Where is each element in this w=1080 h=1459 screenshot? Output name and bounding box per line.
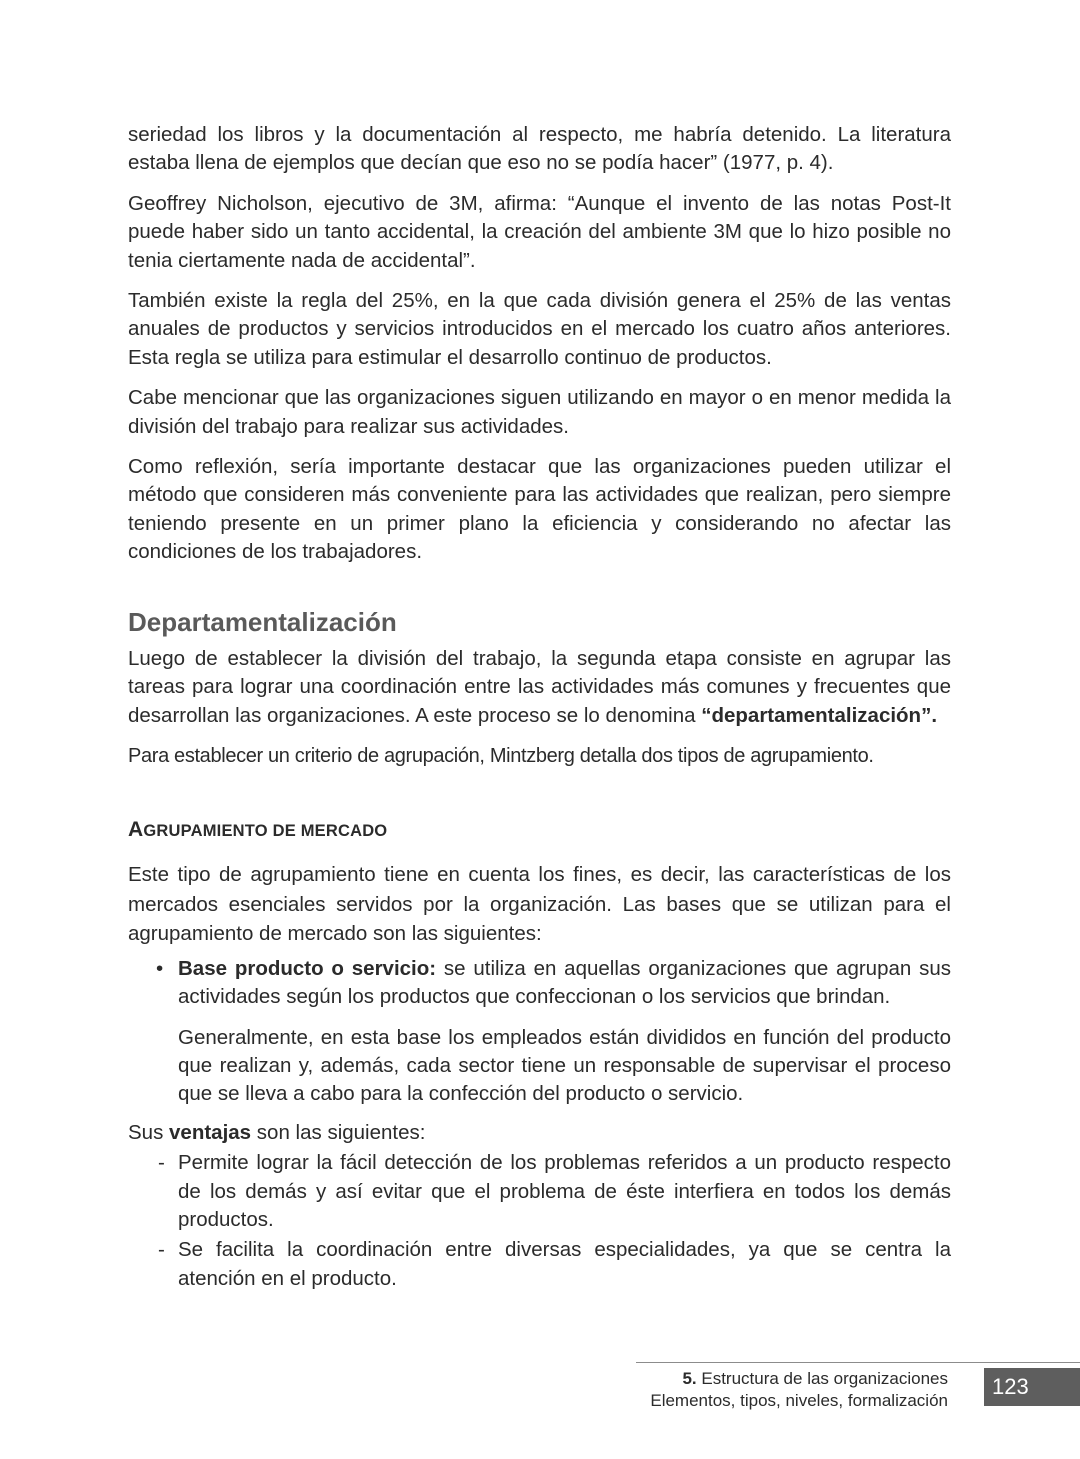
running-footer	[650, 1368, 948, 1412]
chapter-number: 5.	[682, 1369, 697, 1388]
paragraph: Este tipo de agrupamiento tiene en cuenta los fines, es decir, las características de los mercados esenciales servidos por la organización. Las bases que se utilizan para el agrupamiento de mercado son las siguientes:	[128, 863, 951, 946]
heading-initial: A	[128, 818, 144, 842]
bullet-title: Base producto o servicio:	[178, 956, 437, 980]
paragraph: seriedad los libros y la documentación al respecto, me habría detenido. La literatura estaba llena de ejemplos que decían que eso no se podía hacer” (1977, p. 4).	[128, 123, 951, 175]
dash-item	[128, 1149, 951, 1234]
bold-term: “departamentalización”.	[701, 703, 938, 727]
chapter-title: Estructura de las organizaciones	[696, 1369, 948, 1388]
chapter-subtitle: Elementos, tipos, niveles, formalización	[650, 1391, 948, 1410]
ventajas-line	[128, 1119, 951, 1147]
ventajas-post: son las siguientes:	[251, 1120, 426, 1144]
dash-text: Permite lograr la fácil detección de los problemas referidos a un producto respecto de los demás y así evitar que el problema de éste interfiera en todos los demás productos.	[178, 1151, 951, 1232]
ventajas-pre: Sus	[128, 1120, 170, 1144]
footer-rule	[636, 1362, 1080, 1363]
subsection-heading	[128, 816, 951, 846]
dash-text: Se facilita la coordinación entre diversas especialidades, ya que se centra la atención en el producto.	[178, 1238, 951, 1290]
bullet-item	[128, 955, 951, 1012]
dash-mark: -	[158, 1151, 165, 1175]
ventajas-bold: ventajas	[169, 1120, 252, 1144]
dash-item	[128, 1236, 951, 1293]
paragraph: Geoffrey Nicholson, ejecutivo de 3M, afirma: “Aunque el invento de las notas Post-It puede haber sido un tanto accidental, la creación del ambiente 3M que lo hizo posible no tenia ciertamente nada de accidental”.	[128, 191, 951, 272]
page-content	[128, 121, 951, 1293]
paragraph: Cabe mencionar que las organizaciones siguen utilizando en mayor o en menor medida la división del trabajo para realizar sus actividades.	[128, 386, 951, 438]
page-number: 123	[984, 1368, 1080, 1406]
paragraph: Para establecer un criterio de agrupación, Mintzberg detalla dos tipos de agrupamiento.	[128, 744, 874, 767]
indented-paragraph: Generalmente, en esta base los empleados están divididos en función del producto que realizan y, además, cada sector tiene un responsable de supervisar el proceso que se lleva a cabo para la confección del producto o servicio.	[178, 1025, 951, 1106]
paragraph: También existe la regla del 25%, en la que cada división genera el 25% de las ventas anuales de productos y servicios introducidos en el mercado los cuatro años anteriores. Esta regla se utiliza para estimular el desarrollo continuo de productos.	[128, 289, 951, 369]
paragraph-text: Luego de establecer la división del trabajo, la segunda etapa consiste en agrupar las tareas para lograr una coordinación entre las actividades más comunes y frecuentes que desarrollan las organizaciones. A este proceso se lo denomina	[128, 646, 951, 727]
bullet-mark: •	[156, 956, 164, 980]
heading-rest: GRUPAMIENTO DE MERCADO	[143, 822, 388, 841]
footer-chapter	[650, 1368, 948, 1390]
paragraph: Como reflexión, sería importante destacar que las organizaciones pueden utilizar el método que consideren más conveniente para las actividades que realizan, pero siempre teniendo presente en un primer plano la eficiencia y considerando no afectar las condiciones de los trabajadores.	[128, 455, 951, 564]
paragraph	[128, 645, 951, 730]
section-heading: Departamentalización	[128, 606, 397, 637]
bullet-text: se utiliza en aquellas organizaciones que agrupan sus actividades según los productos que confeccionan o los servicios que brindan.	[178, 956, 951, 1009]
dash-mark: -	[158, 1238, 165, 1262]
